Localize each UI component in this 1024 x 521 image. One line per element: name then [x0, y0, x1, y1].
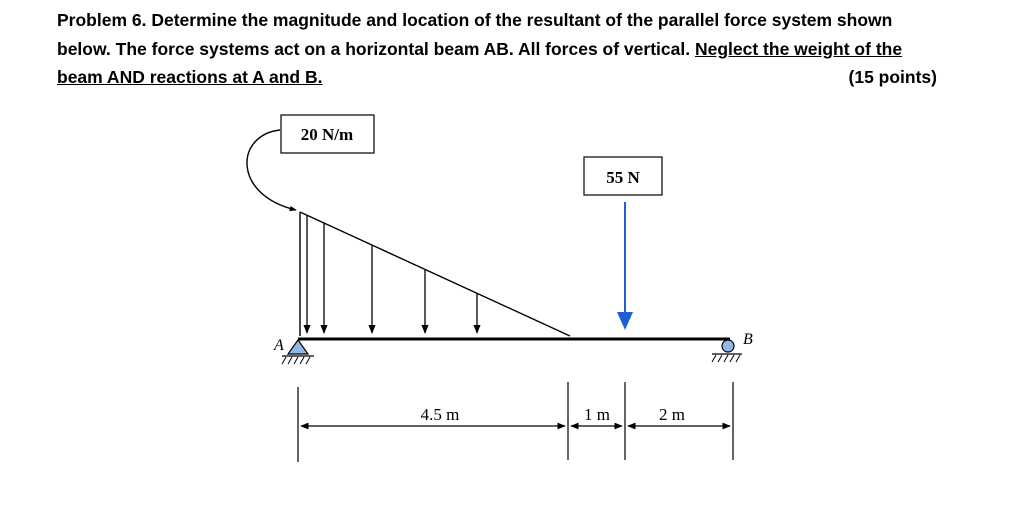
- roller-support-icon: [722, 340, 734, 352]
- problem-note: Neglect the weight of the beam AND reactions at A and B.: [57, 38, 903, 87]
- pin-support-icon: [288, 340, 308, 354]
- problem-title: Problem 6.: [57, 10, 147, 30]
- point-load-arrowhead: [617, 312, 633, 330]
- point-a-label: A: [274, 337, 284, 354]
- point-load-label: 55 N: [606, 168, 640, 187]
- points-label: (15 points): [848, 67, 937, 87]
- dimension-label-4-5m: 4.5 m: [420, 405, 460, 424]
- problem-text: Determine the magnitude and location of the resultant of the parallel force system shown below. The force systems act on a horizontal beam AB. All forces of vertical.: [57, 10, 893, 59]
- load-triangle-hypotenuse: [300, 212, 570, 336]
- dimension-label-2m: 2 m: [659, 405, 685, 424]
- point-b-label: B: [743, 331, 753, 348]
- dimension-label-1m: 1 m: [584, 405, 610, 424]
- distributed-load-label: 20 N/m: [300, 125, 354, 144]
